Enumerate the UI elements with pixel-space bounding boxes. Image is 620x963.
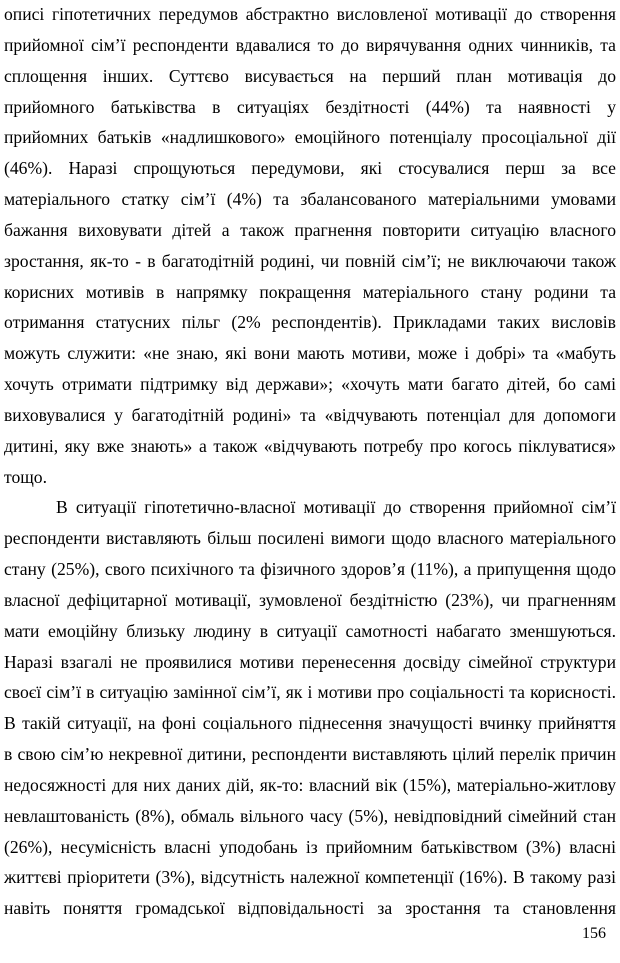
text-line: прийомних батьків «надлишкового» емоційного потенціалу просоціальної дії: [4, 127, 616, 147]
text-line: в свою сім’ю некревної дитини, респонденти виставляють цілий перелік причин: [4, 744, 616, 764]
text-line: В такій ситуації, на фоні соціального піднесення значущості вчинку прийняття: [4, 713, 616, 733]
text-line: прийомної сім’ї респонденти вдавалися то до вирячування одних чинників, та: [4, 35, 616, 55]
text-line: бажання виховувати дітей а також прагнення повторити ситуацію власного: [4, 220, 616, 240]
text-line: прийомного батьківства в ситуаціях бездітності (44%) та наявності у: [4, 97, 616, 117]
page-number: 156: [582, 925, 606, 942]
text-line: тощо.: [4, 467, 47, 487]
text-line: корисних мотивів в напрямку покращення матеріального стану родини та: [4, 282, 616, 302]
text-line: зростання, як-то - в багатодітній родині, чи повній сім’ї; не виключаючи також: [4, 251, 616, 271]
text-line: (46%). Наразі спрощуються передумови, які стосувалися перш за все: [4, 158, 616, 178]
text-line: навіть поняття громадської відповідальності за зростання та становлення: [4, 898, 616, 918]
text-line: респонденти виставляють більш посилені вимоги щодо власного матеріального: [4, 528, 616, 548]
text-line: отримання статусних пільг (2% респондентів). Прикладами таких висловів: [4, 312, 616, 332]
text-line: своєї сім’ї в ситуацію замінної сім’ї, як і мотиви про соціальності та корисності.: [4, 682, 616, 702]
text-line: життєві пріоритети (3%), відсутність належної компетенції (16%). В такому разі: [4, 867, 616, 887]
text-line: недосяжності для них даних дій, як-то: власний вік (15%), матеріально-житлову: [4, 775, 616, 795]
paragraph-first-line: В ситуації гіпотетично-власної мотивації до створення прийомної сім’ї: [56, 497, 616, 517]
text-line: стану (25%), свого психічного та фізичного здоров’я (11%), а припущення щодо: [4, 559, 616, 579]
text-line: Наразі взагалі не проявилися мотиви перенесення досвіду сімейної структури: [4, 652, 616, 672]
text-line: хочуть отримати підтримку від держави»; «хочуть мати багато дітей, бо самі: [4, 374, 616, 394]
text-line: (26%), несумісність власні уподобань із прийомним батьківством (3%) власні: [4, 837, 616, 857]
text-line: дитині, яку вже знають» а також «відчувають потребу про когось піклуватися»: [4, 436, 616, 456]
text-line: можуть служити: «не знаю, які вони мають мотиви, може і добрі» та «мабуть: [4, 343, 616, 363]
text-line: матеріального статку сім’ї (4%) та збалансованого матеріальними умовами: [4, 189, 616, 209]
text-line: описі гіпотетичних передумов абстрактно висловленої мотивації до створення: [4, 4, 616, 24]
text-line: невлаштованість (8%), обмаль вільного часу (5%), невідповідний сімейний стан: [4, 806, 616, 826]
text-line: мати емоційну близьку людину в ситуації самотності набагато зменшуються.: [4, 621, 616, 641]
text-line: виховувалися у багатодітній родині» та «відчувають потенціал для допомоги: [4, 405, 616, 425]
text-line: сплощення інших. Суттєво висувається на перший план мотивація до: [4, 66, 616, 86]
text-line: власної дефіцитарної мотивації, зумовленої бездітністю (23%), чи прагненням: [4, 590, 616, 610]
